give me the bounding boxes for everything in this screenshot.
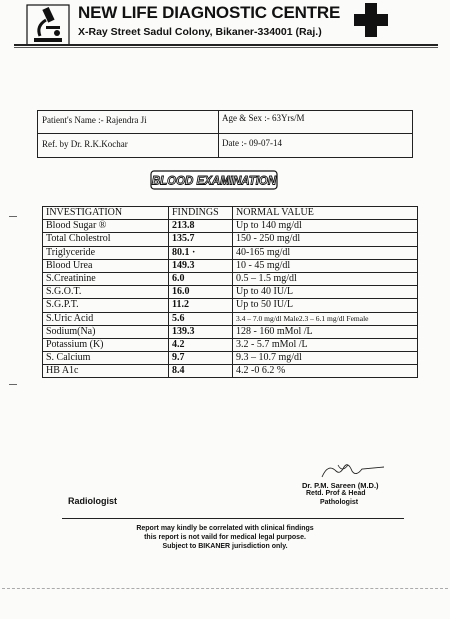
investigation-cell: Triglyceride: [43, 246, 169, 259]
finding-cell: 9.7: [169, 352, 233, 365]
table-row: [43, 220, 418, 233]
normal-value-cell: 10 - 45 mg/dl: [233, 259, 418, 272]
normal-value-cell: 3.2 - 5.7 mMol /L: [233, 338, 418, 351]
investigation-cell: S.G.P.T.: [43, 299, 169, 312]
normal-value-cell: 150 - 250 mg/dl: [233, 233, 418, 246]
finding-cell: 4.2: [169, 338, 233, 351]
normal-value-cell: 4.2 -0 6.2 %: [233, 365, 418, 378]
header-investigation: INVESTIGATION: [43, 207, 169, 220]
normal-value-cell: Up to 40 IU/L: [233, 286, 418, 299]
header-rule: [14, 44, 438, 46]
table-row: [43, 272, 418, 285]
patient-info-box: [37, 110, 413, 158]
table-row: [43, 233, 418, 246]
finding-cell: 139.3: [169, 325, 233, 338]
finding-cell: 6.0: [169, 272, 233, 285]
signature-scribble: [318, 459, 386, 481]
footer-rule: [62, 518, 404, 519]
results-table: [42, 206, 418, 378]
investigation-cell: S.Uric Acid: [43, 312, 169, 325]
header-rule-thin: [14, 47, 438, 48]
clinic-address: X-Ray Street Sadul Colony, Bikaner-334001 (Raj.): [78, 26, 322, 38]
referring-doctor: Ref. by Dr. R.K.Kochar: [42, 139, 128, 149]
investigation-cell: S.Creatinine: [43, 272, 169, 285]
medical-cross-icon: [354, 3, 388, 37]
table-row: [43, 352, 418, 365]
table-row: [43, 259, 418, 272]
margin-mark: [9, 216, 17, 217]
microscope-icon: [26, 4, 70, 46]
report-date: Date :- 09-07-14: [222, 138, 282, 148]
normal-value-cell: Up to 50 IU/L: [233, 299, 418, 312]
clinic-name: NEW LIFE DIAGNOSTIC CENTRE: [78, 3, 341, 22]
header-normal-value: NORMAL VALUE: [233, 207, 418, 220]
investigation-cell: S.G.O.T.: [43, 286, 169, 299]
normal-value-cell: Up to 140 mg/dl: [233, 220, 418, 233]
investigation-cell: Potassium (K): [43, 338, 169, 351]
table-row: [43, 312, 418, 325]
doctor-name: Dr. P.M. Sareen (M.D.): [302, 481, 379, 490]
finding-cell: 149.3: [169, 259, 233, 272]
finding-cell: 213.8: [169, 220, 233, 233]
finding-cell: 135.7: [169, 233, 233, 246]
footer-line-1: Report may kindly be correlated with clinical findings: [136, 525, 314, 532]
doctor-title: Retd. Prof & Head: [306, 490, 366, 497]
table-row: [43, 246, 418, 259]
finding-cell: 80.1 ·: [169, 246, 233, 259]
patient-age-sex: Age & Sex :- 63Yrs/M: [222, 113, 305, 123]
patient-name: Patient's Name :- Rajendra Ji: [42, 115, 147, 125]
finding-cell: 16.0: [169, 286, 233, 299]
investigation-cell: Sodium(Na): [43, 325, 169, 338]
investigation-cell: S. Calcium: [43, 352, 169, 365]
finding-cell: 11.2: [169, 299, 233, 312]
finding-cell: 8.4: [169, 365, 233, 378]
report-title-text: BLOOD EXAMINATION: [151, 175, 277, 188]
page-edge-dotted: [2, 588, 448, 589]
investigation-cell: Blood Sugar ®: [43, 220, 169, 233]
radiologist-label: Radiologist: [68, 496, 117, 506]
finding-cell: 5.6: [169, 312, 233, 325]
normal-value-cell: 128 - 160 mMol /L: [233, 325, 418, 338]
investigation-cell: HB A1c: [43, 365, 169, 378]
table-row: [43, 286, 418, 299]
footer-line-2: this report is not vaild for medical legal purpose.: [144, 534, 306, 541]
normal-value-cell: 0.5 – 1.5 mg/dl: [233, 272, 418, 285]
table-row: [43, 338, 418, 351]
investigation-cell: Total Cholestrol: [43, 233, 169, 246]
normal-value-cell: 3.4 – 7.0 mg/dl Male2.3 – 6.1 mg/dl Female: [233, 312, 418, 325]
normal-value-cell: 9.3 – 10.7 mg/dl: [233, 352, 418, 365]
doctor-role: Pathologist: [320, 499, 359, 506]
header-findings: FINDINGS: [169, 207, 233, 220]
normal-value-cell: 40-165 mg/dl: [233, 246, 418, 259]
table-row: [43, 299, 418, 312]
report-title: [150, 170, 278, 190]
table-row: [43, 325, 418, 338]
investigation-cell: Blood Urea: [43, 259, 169, 272]
margin-mark: [9, 384, 17, 385]
footer-line-3: Subject to BIKANER jurisdiction only.: [162, 543, 288, 550]
table-header-row: [43, 207, 418, 220]
table-row: [43, 365, 418, 378]
